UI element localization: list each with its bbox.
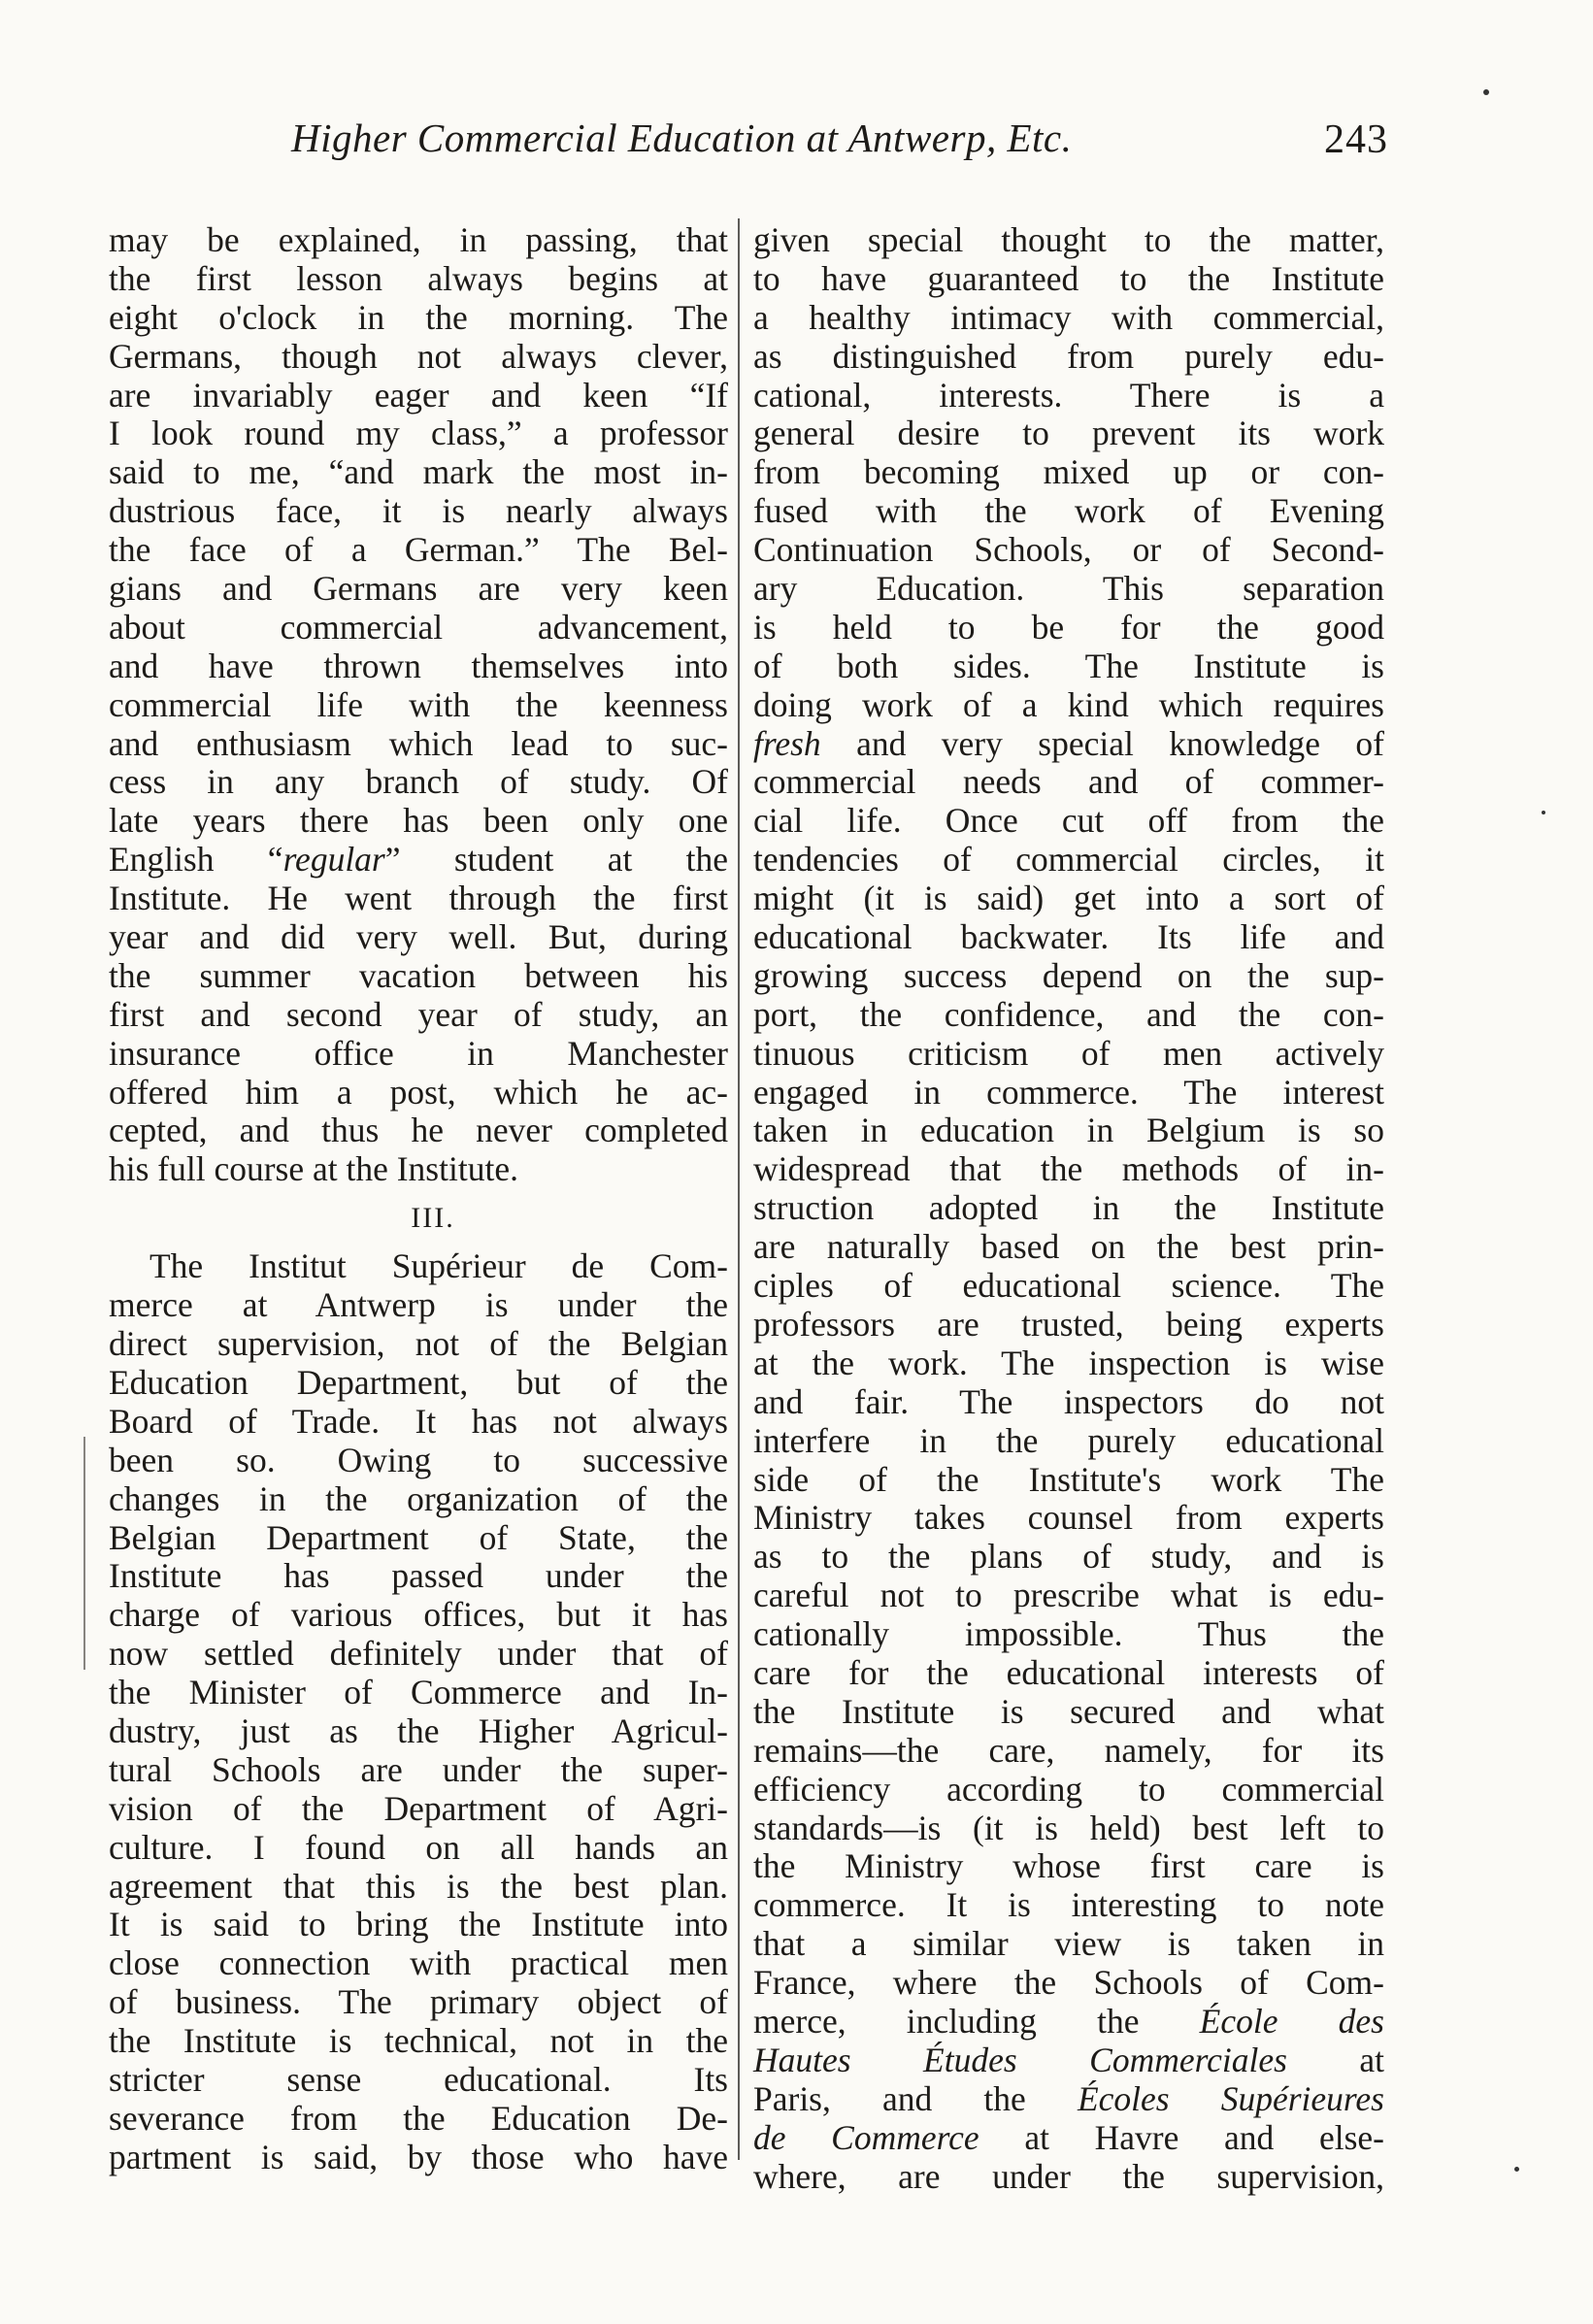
text-line: Hautes Études Commerciales at xyxy=(753,2040,1384,2079)
text-line: fresh and very special knowledge of xyxy=(753,723,1384,763)
text-line: doing work of a kind which requires xyxy=(753,684,1384,724)
text-line: educational backwater. Its life and xyxy=(753,917,1384,957)
text-line: cess in any branch of study. Of xyxy=(109,762,728,802)
text-line: are invariably eager and keen “If xyxy=(109,375,728,415)
text-line: de Commerce at Havre and else- xyxy=(753,2117,1384,2157)
text-line: close connection with practical men xyxy=(109,1943,728,1983)
text-line: cationally impossible. Thus the xyxy=(753,1614,1384,1654)
section-number: III. xyxy=(411,1202,455,1235)
text-line: gians and Germans are very keen xyxy=(109,569,728,609)
text-line: a healthy intimacy with commercial, xyxy=(753,297,1384,337)
text-line: culture. I found on all hands an xyxy=(109,1827,728,1867)
text-line: It is said to bring the Institute into xyxy=(109,1905,728,1944)
text-line: careful not to prescribe what is edu- xyxy=(753,1576,1384,1615)
text-line: commercial needs and of commer- xyxy=(753,762,1384,802)
text-line: dustry, just as the Higher Agricul- xyxy=(109,1710,728,1750)
text-line: standards—is (it is held) best left to xyxy=(753,1808,1384,1847)
text-line: Ministry takes counsel from experts xyxy=(753,1498,1384,1538)
text-line: vision of the Department of Agri- xyxy=(109,1788,728,1828)
text-line: Institute has passed under the xyxy=(109,1556,728,1596)
text-line: stricter sense educational. Its xyxy=(109,2059,728,2099)
text-line: and enthusiasm which lead to suc- xyxy=(109,723,728,763)
text-line: the Minister of Commerce and In- xyxy=(109,1673,728,1712)
paragraph-1 xyxy=(109,221,728,1189)
text-line: tinuous criticism of men actively xyxy=(753,1033,1384,1073)
text-line: professors are trusted, being experts xyxy=(753,1304,1384,1344)
text-line: tural Schools are under the super- xyxy=(109,1749,728,1789)
text-line: efficiency according to commercial xyxy=(753,1769,1384,1809)
text-line: Paris, and the Écoles Supérieures xyxy=(753,2078,1384,2118)
text-line: the face of a German.” The Bel- xyxy=(109,530,728,570)
text-line: struction adopted in the Institute xyxy=(753,1188,1384,1228)
page-header xyxy=(291,115,1388,173)
text-line: dustrious face, it is nearly always xyxy=(109,491,728,531)
text-line: might (it is said) get into a sort of xyxy=(753,879,1384,918)
text-line: cational, interests. There is a xyxy=(753,375,1384,415)
text-line: taken in education in Belgium is so xyxy=(753,1111,1384,1150)
text-line: port, the confidence, and the con- xyxy=(753,994,1384,1034)
text-line: commercial life with the keenness xyxy=(109,684,728,724)
text-line: and fair. The inspectors do not xyxy=(753,1381,1384,1421)
text-line: the Institute is technical, not in the xyxy=(109,2021,728,2061)
text-line: Germans, though not always clever, xyxy=(109,336,728,376)
text-line: are naturally based on the best prin- xyxy=(753,1227,1384,1267)
text-line: tendencies of commercial circles, it xyxy=(753,840,1384,880)
text-line: and have thrown themselves into xyxy=(109,646,728,685)
text-line: merce at Antwerp is under the xyxy=(109,1285,728,1325)
text-line: at the work. The inspection is wise xyxy=(753,1343,1384,1382)
column-divider xyxy=(738,218,740,2160)
text-line: given special thought to the matter, xyxy=(753,220,1384,259)
text-line: as to the plans of study, and is xyxy=(753,1537,1384,1577)
text-line: side of the Institute's work The xyxy=(753,1459,1384,1499)
text-line: eight o'clock in the morning. The xyxy=(109,297,728,337)
left-column xyxy=(109,221,728,2177)
text-line: ciples of educational science. The xyxy=(753,1266,1384,1306)
margin-mark xyxy=(83,1437,85,1670)
text-line: first and second year of study, an xyxy=(109,994,728,1034)
text-line: of both sides. The Institute is xyxy=(753,646,1384,685)
text-line: English “regular” student at the xyxy=(109,840,729,880)
text-line: remains—the care, namely, for its xyxy=(753,1730,1384,1770)
running-title: Higher Commercial Education at Antwerp, Etc. xyxy=(291,116,1073,160)
text-line: general desire to prevent its work xyxy=(753,414,1384,453)
text-line: the first lesson always begins at xyxy=(109,258,728,298)
text-line: fused with the work of Evening xyxy=(753,491,1384,531)
text-line: ary Education. This separation xyxy=(753,569,1384,609)
text-line: to have guaranteed to the Institute xyxy=(753,258,1384,298)
text-line: care for the educational interests of xyxy=(753,1652,1384,1692)
text-line: engaged in commerce. The interest xyxy=(753,1072,1384,1112)
right-column xyxy=(753,221,1384,2196)
text-line: as distinguished from purely edu- xyxy=(753,336,1384,376)
text-line: interfere in the purely educational xyxy=(753,1420,1384,1460)
text-line: the Ministry whose first care is xyxy=(753,1846,1384,1886)
text-line: I look round my class,” a professor xyxy=(109,414,728,453)
text-line: his full course at the Institute. xyxy=(109,1149,518,1189)
text-line: growing success depend on the sup- xyxy=(753,955,1384,995)
text-line: merce, including the École des xyxy=(753,2001,1384,2041)
print-speck xyxy=(1542,811,1545,814)
text-line: from becoming mixed up or con- xyxy=(753,452,1384,492)
text-line: Belgian Department of State, the xyxy=(109,1517,728,1557)
text-line: may be explained, in passing, that xyxy=(109,220,728,259)
text-line: Education Department, but of the xyxy=(109,1362,728,1402)
text-line: been so. Owing to successive xyxy=(109,1440,728,1479)
text-line: is held to be for the good xyxy=(753,607,1384,647)
text-line: France, where the Schools of Com- xyxy=(753,1963,1384,2003)
text-line: the summer vacation between his xyxy=(109,955,728,995)
text-line: severance from the Education De- xyxy=(109,2098,728,2138)
text-line: offered him a post, which he ac- xyxy=(109,1072,728,1112)
text-line: direct supervision, not of the Belgian xyxy=(109,1324,728,1364)
text-line: commerce. It is interesting to note xyxy=(753,1885,1384,1925)
text-line: Board of Trade. It has not always xyxy=(109,1401,728,1441)
print-speck xyxy=(1514,2167,1519,2172)
print-speck xyxy=(1483,89,1489,95)
text-line: about commercial advancement, xyxy=(109,607,728,647)
paragraph-2 xyxy=(109,1247,728,2176)
text-line: Institute. He went through the first xyxy=(109,879,728,918)
text-line: The Institut Supérieur de Com- xyxy=(149,1246,728,1286)
text-line: late years there has been only one xyxy=(109,801,728,841)
text-line: changes in the organization of the xyxy=(109,1478,728,1518)
text-line: insurance office in Manchester xyxy=(109,1033,728,1073)
page-number: 243 xyxy=(1324,117,1388,162)
text-line: said to me, “and mark the most in- xyxy=(109,452,728,492)
text-line: widespread that the methods of in- xyxy=(753,1149,1384,1189)
text-line: now settled definitely under that of xyxy=(109,1634,728,1674)
text-line: partment is said, by those who have xyxy=(109,2137,728,2176)
text-line: cepted, and thus he never completed xyxy=(109,1111,728,1150)
text-line: cial life. Once cut off from the xyxy=(753,801,1384,841)
text-line: the Institute is secured and what xyxy=(753,1691,1384,1731)
text-line: Continuation Schools, or of Second- xyxy=(753,530,1384,570)
text-line: year and did very well. But, during xyxy=(109,917,728,957)
text-line: that a similar view is taken in xyxy=(753,1924,1384,1964)
text-line: where, are under the supervision, xyxy=(753,2156,1384,2196)
text-line: agreement that this is the best plan. xyxy=(109,1866,728,1906)
text-line: charge of various offices, but it has xyxy=(109,1595,728,1635)
text-line: of business. The primary object of xyxy=(109,1982,728,2022)
